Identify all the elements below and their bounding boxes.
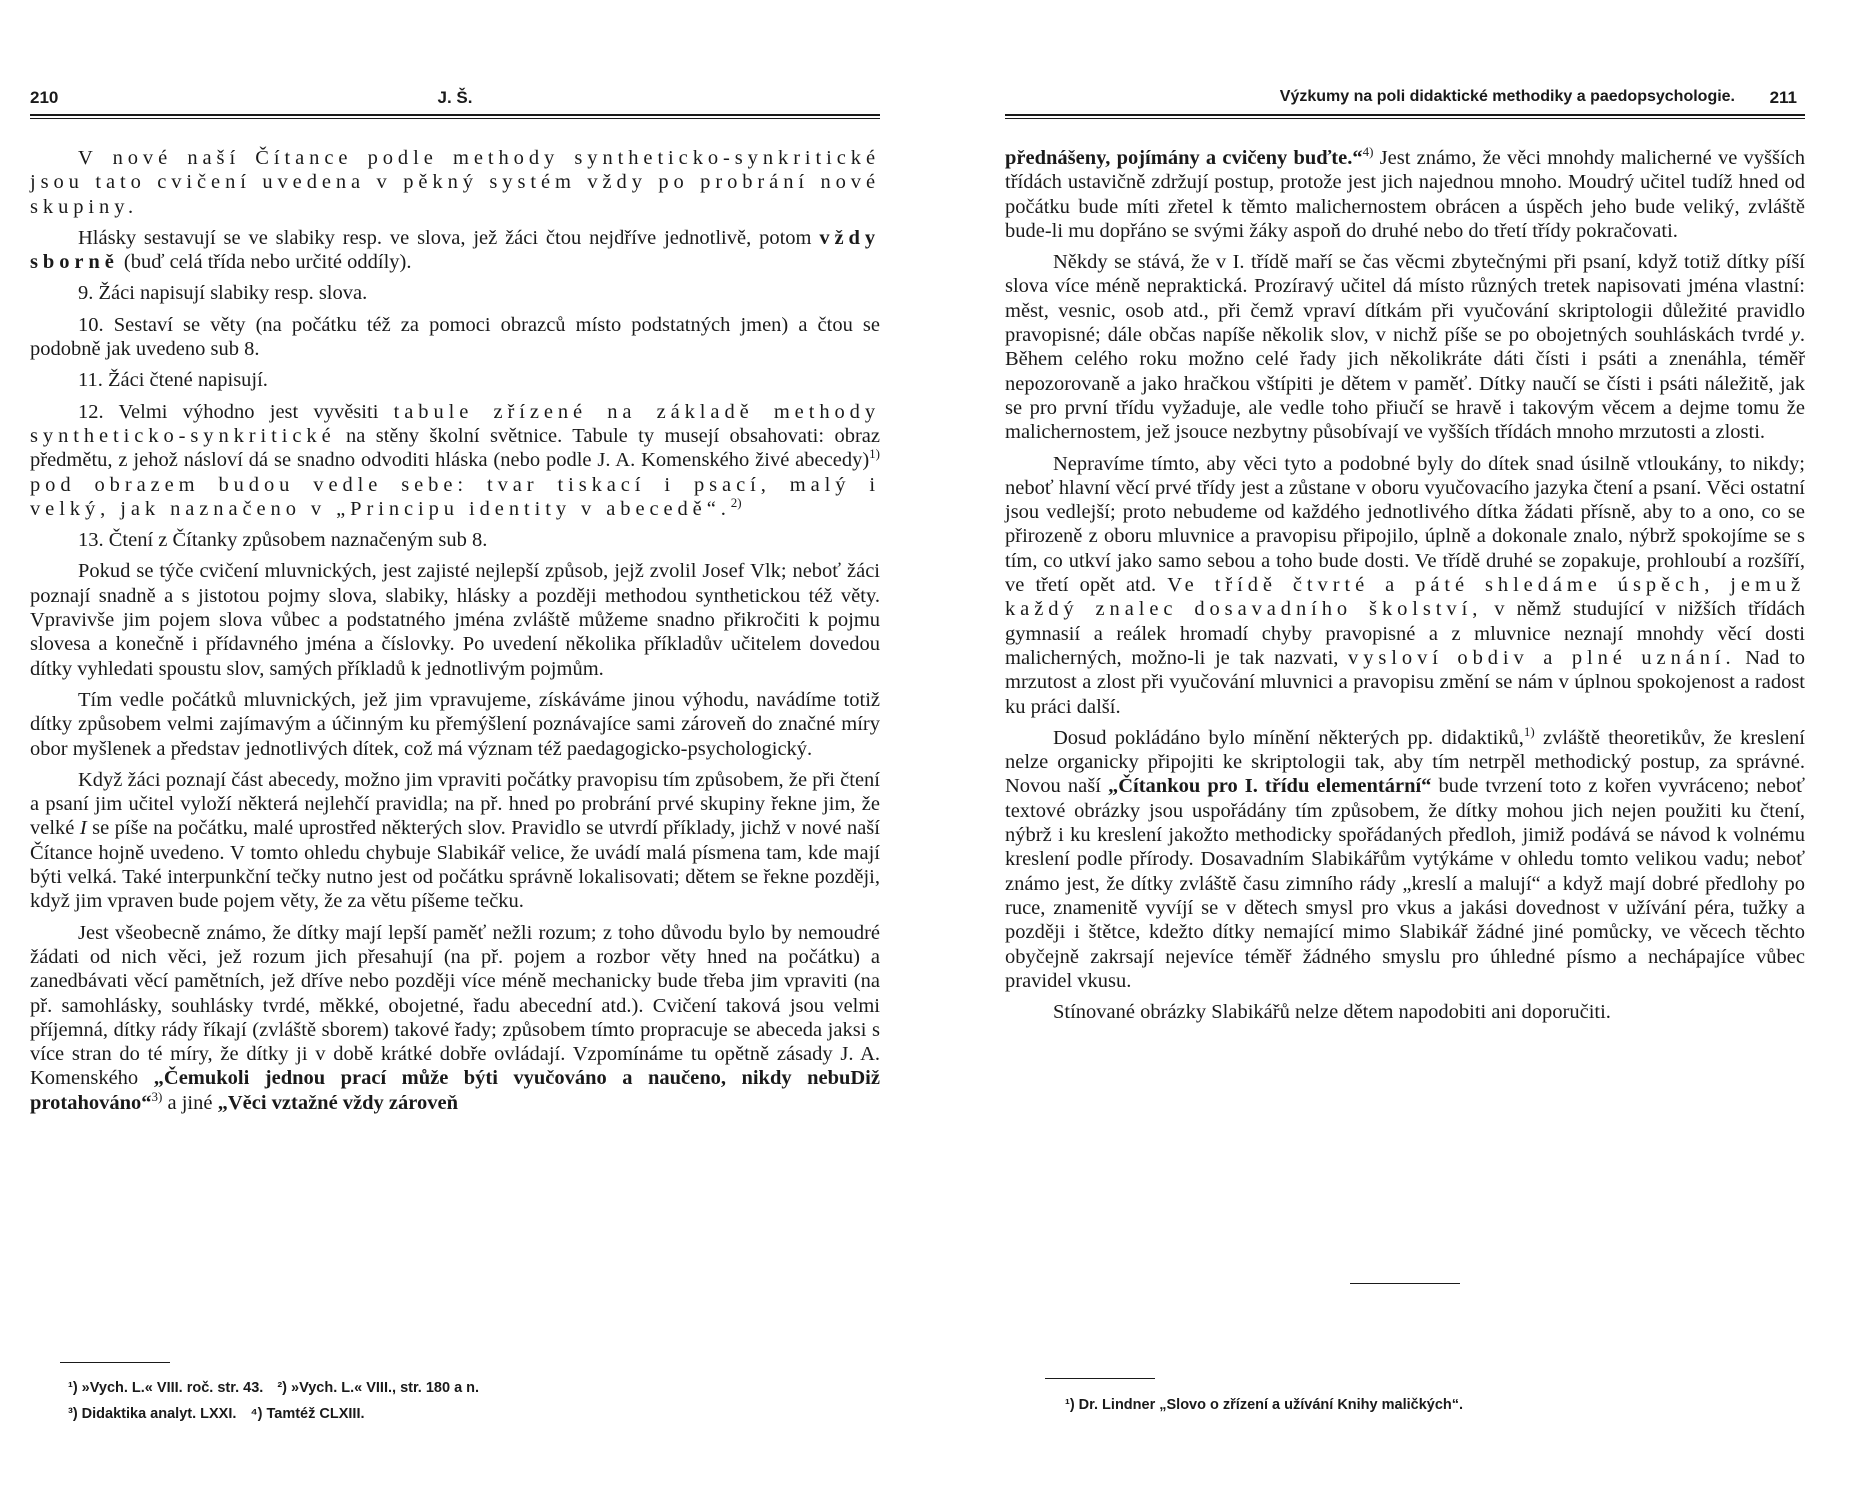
text-run: Jest všeobecně známo, že dítky mají lepší paměť nežli rozum; z toho důvodu bylo by nemoudré žádati od nich věci, jež rozum jich přesahují (na př. pojem a rozbor věty hned na počátku) a zanedbávati věcí pamětních, jež dříve nebo později více méně mechanicky bude třeba jim vpraviti (na př. samohlásky, souhlásky tvrdé, měkké, obojetné, řadu abecední atd.). Cvičení taková jsou velmi příjemná, dítky rády říkají (zvláště sborem) takové řady; způsobem tímto propracuje se abeceda jaksi s více stran do té míry, že dítky ji v době krátké dobře ovládají. Vzpomínáme tu opětně zásady J. A. Komenského — [30, 921, 880, 1090]
footnotes — [1065, 1392, 1463, 1418]
header-rule — [30, 114, 880, 119]
paragraph: Pokud se týče cvičení mluvnických, jest zajisté nejlepší způsob, jejž zvolil Josef Vlk; neboť žáci poznají snadně a s jistotou pojmy slova, slabiky, hlásky a později methodou synthetickou též věty. Vpravivše jim pojem slova vůbec a podstatného jména zvláště můžeme snadno přikročiti k pojmu slovesa a konečně i přídavného jména a číslovky. Po uvedení několika příkladův učitelem dovedou dítky vyhledati spoustu slov, samých příkladů k jednotlivým pojmům. — [30, 560, 880, 680]
emphasis-bold: „Čítankou pro I. třídu elementární“ — [1107, 775, 1432, 798]
footnote-mark: 2) — [730, 495, 742, 511]
emphasis-spaced: Ve třídě čtvrté a páté shledáme úspěch, jemuž každý znalec dosavadního školství, — [1005, 574, 1806, 621]
paragraph — [1005, 250, 1805, 444]
text-column — [1005, 146, 1805, 1031]
left-page — [30, 0, 880, 1500]
paragraph: Stínované obrázky Slabikářů nelze dětem napodobiti ani doporučiti. — [1053, 1001, 1611, 1024]
emphasis-bold: vždy sborně — [30, 226, 880, 274]
text-run: Nepravíme tímto, aby věci tyto a podobné byly do dítek snad úsilně vtloukány, to nikdy; neboť hlavní věcí prvé třídy jest a zůstane v oboru vyučovacího jazyka čtení a psaní. Věci ostatní jsou vedlejší; proto nebudeme od každého jednotlivého dítka žádati přísně, aby to a ono, co se přirozeně z oboru mluvnice a pravopisu připojilo, úplně a dokonale znalo, nýbrž spokojíme se s tím, co utkví jako samo sebou a toho bude dosti. Ve třídě druhé se zopakuje, prohloubí a rozšíří, ve třetí opět atd. — [1005, 452, 1805, 597]
text-run: Dosud pokládáno bylo mínění některých pp. didaktiků, — [1053, 726, 1524, 749]
text-run: Někdy se stává, že v I. třídě maří se čas věcmi zbytečnými při psaní, když totiž dítky píší slova více méně nepraktická. Prozíravý učitel dá místo různých tretek napisovati jména vlastní: měst, vesnic, osob atd., při čemž vpraví dítkám při vyučování skriptologii důležité pravidlo pravopisné; dále občas napíše několik slov, v nichž píše se po obojetných souhláskách tvrdé — [1005, 251, 1805, 347]
text-run: Hlásky sestavují se ve slabiky resp. ve slova, jež žáci čtou nejdříve jednotlivě, potom — [78, 226, 820, 249]
section-end-rule — [1350, 1283, 1460, 1284]
footnote-rule — [60, 1362, 170, 1363]
running-head-title: Výzkumy na poli didaktické methodiky a paedopsychologie. — [1279, 88, 1735, 105]
page-number: 211 — [1769, 88, 1797, 107]
text-run: v němž studující v nižších třídách gymnasií a reálek hromadí chyby pravopisné a z mluvnice neznají mnohdy věcí dosti malicherných, možno-li je tak nazvati, — [1005, 598, 1806, 669]
paragraph: Tím vedle počátků mluvnických, jež jim vpravujeme, získáváme jinou výhodu, navádíme totiž dítky způsobem velmi zajímavým a účinným ku přemýšlení poznávajíce sami zároveň do značné míry obor myšlenek a představ jednotlivých dítek, což má význam též paedagogicko-psychologický. — [30, 688, 880, 760]
footnotes — [68, 1375, 489, 1427]
paragraph: 13. Čtení z Čítanky způsobem naznačeným sub 8. — [78, 529, 488, 552]
text-run: zvláště theoretikův, že kreslení nelze organicky připojiti ke skriptologii tak, aby tím netrpěl methodický postup, za správné. Novou naší — [1005, 726, 1805, 798]
footnote: ²) »Vych. L.« VIII., str. 180 a n. — [277, 1380, 480, 1396]
paragraph: 10. Sestaví se věty (na počátku též za pomoci obrazců místo podstatných jmen) a čtou se podobně jak uvedeno sub 8. — [30, 313, 880, 361]
footnote-mark: 1) — [869, 446, 880, 462]
paragraph — [30, 226, 880, 275]
page-number: 210 — [30, 88, 59, 107]
text-run: na stěny školní světnice. Tabule ty musejí obsahovati: obraz předmětu, z jehož násloví dá se snadno odvoditi hláska (nebo podle J. A. Komenského živé abecedy) — [30, 424, 880, 472]
paragraph: 9. Žáci napisují slabiky resp. slova. — [78, 282, 368, 305]
paragraph: 11. Žáci čtené napisují. — [78, 369, 268, 392]
footnote: ¹) »Vych. L.« VIII. roč. str. 43. — [68, 1380, 264, 1396]
paragraph — [30, 400, 880, 521]
text-column — [30, 146, 880, 1122]
text-run: bude tvrzení toto z kořen vyvráceno; neboť textové obrázky jsou uspořádány tím způsobem, že dítky mohou jich nejen použiti ku čtení, nýbrž i ku kreslení jakožto methodicky spořádaných předloh, jimiž podává se návod k volnému kreslení podle přírody. Dosavadním Slabikářům vytýkáme v ohledu tomto velikou vadu; neboť známo jest, že dítky zvláště času zimního rády „kreslí a malují“ a když mají dobré předlohy po ruce, znamenitě vyvíjí se v dětech smysl pro vkus a jakási dovednost v užívání péra, tužky a později i štětce, kdežto dítky nemající mimo Slabikář žádné jiné pomůcky, ve věcech těchto obyčejně zakrsají nejevíce téměř žádného smyslu pro úhledné písmo a nechápajíce vůbec pravidel vkusu. — [1005, 775, 1805, 992]
running-head-title: J. Š. — [437, 88, 473, 107]
right-page — [1005, 0, 1805, 1500]
paragraph — [30, 768, 880, 914]
paragraph: V nové naší Čítance podle methody syntheticko-synkritické jsou tato cvičení uvedena v pěkný systém vždy po probrání nové skupiny. — [30, 147, 880, 218]
emphasis-bold: přednášeny, pojímány a cvičeny buďte.“ — [1005, 147, 1363, 169]
footnote: ¹) Dr. Lindner „Slovo o zřízení a užívání Knihy maličkých“. — [1065, 1397, 1464, 1413]
paragraph — [1005, 726, 1805, 993]
emphasis-italic: I — [79, 817, 87, 840]
footnote-mark: 4) — [1362, 144, 1374, 160]
text-run: Když žáci poznají část abecedy, možno jim vpraviti počátky pravopisu tím způsobem, že při čtení a psaní jim učitel vyloží některá nejlehčí pravidla; na př. hned po probrání prvé skupiny řekne jim, že velké — [30, 768, 880, 840]
footnote-rule — [1045, 1378, 1155, 1379]
paragraph — [30, 921, 880, 1115]
text-run: se píše na počátku, malé uprostřed některých slov. Pravidlo se utvrdí příklady, jichž v nové naší Čítance hojně uvedeno. V tomto ohledu chybuje Slabikář velice, že uvádí malá písmena tam, kde mají býti velká. Také interpunkční tečky nutno jest od počátku správně lokalisovati; dětem se řekne později, když jim vpraven bude pojem věty, že za větu píšeme tečku. — [30, 817, 880, 913]
footnote-line — [68, 1375, 489, 1401]
emphasis-spaced: tabule zřízené na základě methody syntheticko-synkritické — [30, 400, 880, 447]
header-rule — [1005, 114, 1805, 119]
text-run: . Během celého roku možno celé řady jich několikráte dáti čísti i psáti a znenáhla, téměř nepozorovaně a jako hračkou vštípiti je dětem v paměť. Dítky naučí se čísti i psáti náležitě, jak se pro první třídu vyžaduje, ale vedle toho přiučí se hravě i takovým věcem a dejme tomu že malichernostem, jež jsouce nezbytny působívají ve vyšších třídách mnoho mrzutosti a zlosti. — [1005, 324, 1805, 444]
paragraph — [1005, 146, 1805, 243]
text-run: Nad to mrzutost a zlost při vyučování mluvnici a pravopisu změní se nám v úplnou spokojenost a radost ku práci další. — [1005, 646, 1805, 718]
footnote-line — [68, 1401, 489, 1427]
footnote: ⁴) Tamtéž CLXIII. — [250, 1406, 365, 1422]
emphasis-spaced: pod obrazem budou vedle sebe: tvar tiskací i psací, malý i velký, jak naznačeno v „Principu identity v abecedě“. — [30, 473, 880, 520]
footnote: ³) Didaktika analyt. LXXI. — [68, 1406, 237, 1422]
footnote-mark: 1) — [1523, 724, 1535, 739]
footnote-mark: 3) — [151, 1088, 163, 1104]
emphasis-bold: „Věci vztažné vždy zároveň — [217, 1091, 459, 1114]
emphasis-spaced: vysloví obdiv a plné uznání. — [1348, 646, 1736, 669]
text-run: a jiné — [162, 1091, 218, 1114]
emphasis-italic: y — [1790, 324, 1800, 347]
paragraph — [1005, 452, 1805, 719]
text-run: Jest známo, že věci mnohdy malicherné ve vyšších třídách ustavičně zdržují postup, protože jest jich najednou mnoho. Moudrý učitel tudíž hned od počátku bude míti zřetel k těmto malichernostem obrácen a úspěch jeho bude veliký, zvláště bude-li mu dopřáno se svými žáky aspoň do druhé nebo do třetí třídy pokračovati. — [1005, 147, 1805, 242]
running-head — [30, 88, 880, 116]
emphasis-bold: „Čemukoli jednou prací může býti vyučováno a naučeno, nikdy nebuDiž protahováno“ — [30, 1067, 880, 1114]
text-run: (buď celá třída nebo určité oddíly). — [118, 251, 412, 274]
text-run: 12. Velmi výhodno jest vyvěsiti — [78, 400, 394, 423]
running-head — [1005, 88, 1805, 116]
